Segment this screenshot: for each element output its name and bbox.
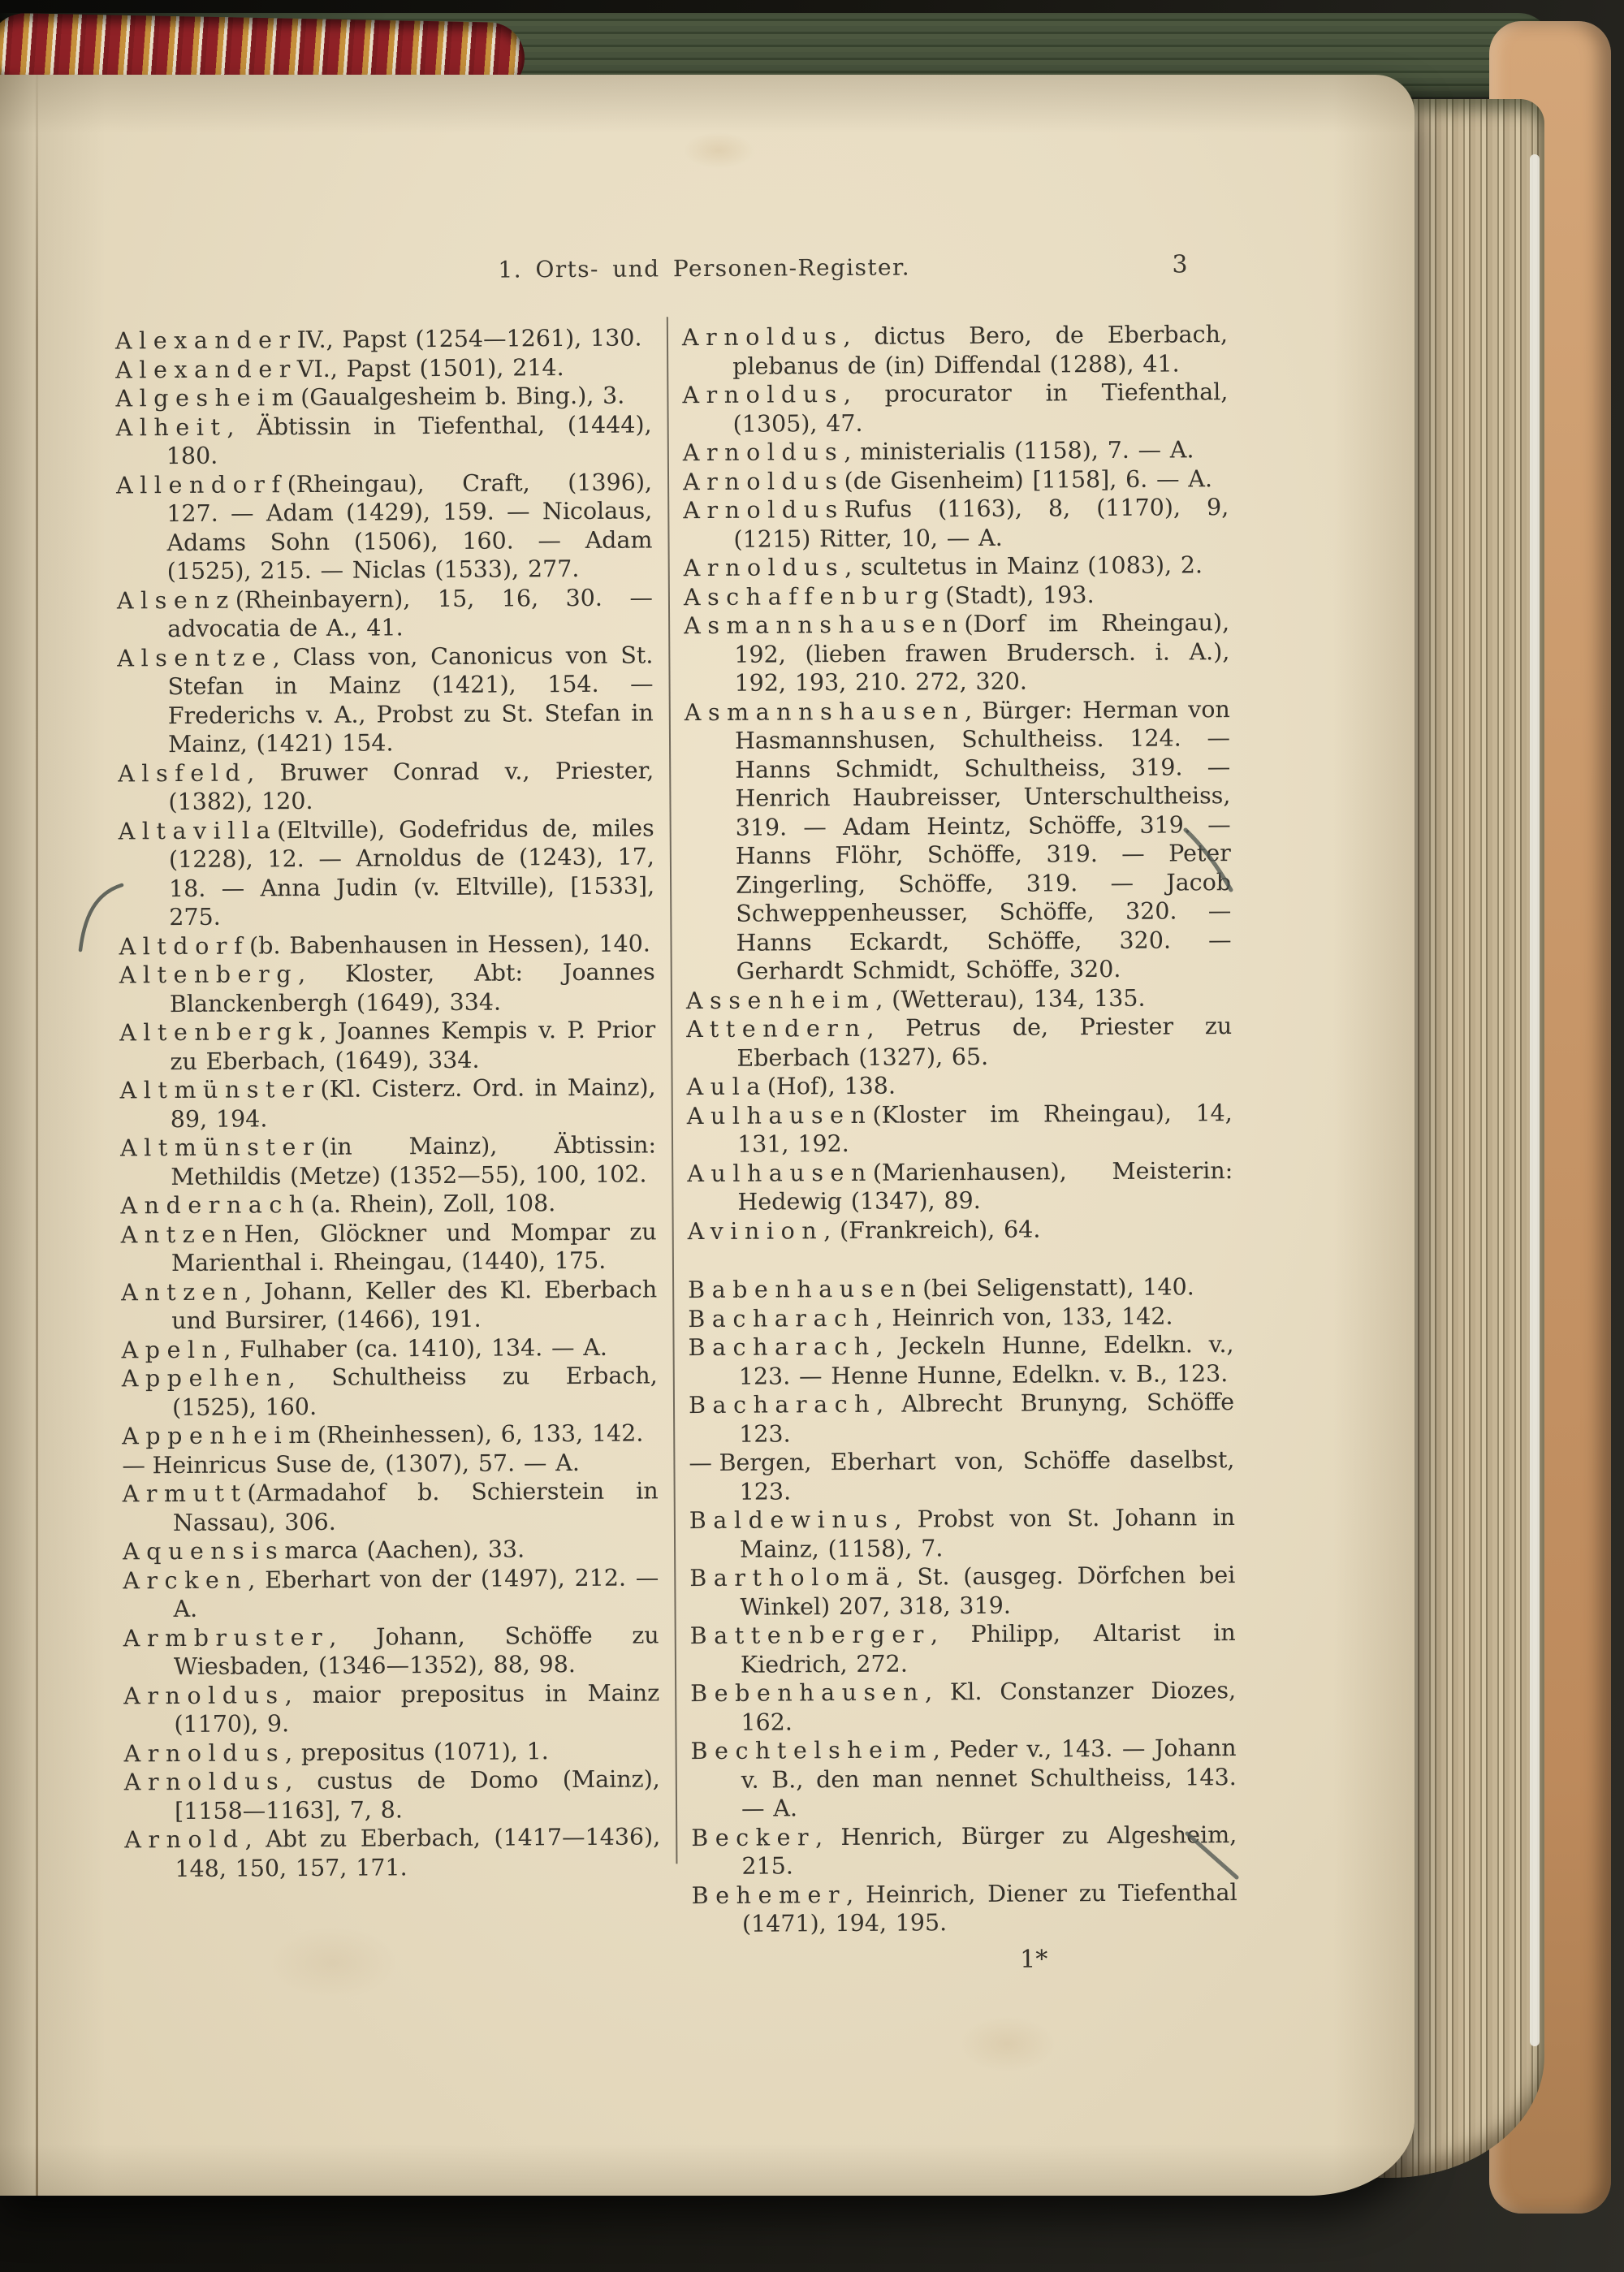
- index-entry: AntzenHen, Glöckner und Mompar zu Marienthal i. Rheingau, (1440), 175.: [120, 1217, 657, 1277]
- index-entry: Appelhen, Schultheiss zu Erbach, (1525), 160.: [121, 1362, 658, 1421]
- index-entry: —Bergen, Eberhart von, Schöffe daselbst, 123.: [689, 1446, 1235, 1505]
- index-entry: Apeln, Fulhaber (ca. 1410), 134. — A.: [121, 1333, 608, 1363]
- signature-mark: 1*: [1020, 1944, 1048, 1974]
- index-entry: Baldewinus, Probst von St. Johann in Mainz, (1158), 7.: [689, 1504, 1235, 1563]
- index-columns: [114, 320, 1237, 1974]
- index-entry: Assenheim, (Wetterau), 134, 135.: [685, 984, 1146, 1014]
- endpaper-strip: [1530, 154, 1540, 2046]
- index-entry: Attendern, Petrus de, Priester zu Eberbach (1327), 65.: [686, 1013, 1233, 1072]
- index-entry: Antzen, Johann, Keller des Kl. Eberbach und Bursirer, (1466), 191.: [121, 1275, 658, 1335]
- index-entry: Aquensismarca (Aachen), 33.: [122, 1536, 525, 1566]
- index-entry: Altmünster(Kl. Cisterz. Ord. in Mainz), 89, 194.: [119, 1073, 656, 1133]
- index-entry: Altavilla(Eltville), Godefridus de, miles (1228), 12. — Arnoldus de (1243), 17, 18. — Anna Judin (v. Eltville), [1533], 275.: [118, 814, 655, 931]
- index-entry: Arnoldus, custus de Domo (Mainz), [1158—1163], 7, 8.: [123, 1765, 660, 1825]
- index-entry: Arnoldus, ministerialis (1158), 7. — A.: [682, 436, 1194, 467]
- index-entry: Algesheim(Gaualgesheim b. Bing.), 3.: [115, 382, 625, 413]
- index-entry: Arnoldus, scultetus in Mainz (1083), 2.: [683, 551, 1203, 582]
- index-entry: Alsentze, Class von, Canonicus von St. Stefan in Mainz (1421), 154. — Frederichs v. A., Probst zu St. Stefan in Mainz, (1421) 154.: [117, 641, 654, 758]
- page-number: 3: [1172, 250, 1188, 279]
- index-entry: Altenbergk, Joannes Kempis v. P. Prior zu Eberbach, (1649), 334.: [119, 1016, 656, 1075]
- index-entry: Aulhausen(Marienhausen), Meisterin: Hedewig (1347), 89.: [687, 1156, 1233, 1216]
- index-entry: AlexanderVI., Papst (1501), 214.: [115, 353, 564, 383]
- index-entry: Arnoldus, procurator in Tiefenthal, (1305), 47.: [682, 378, 1229, 438]
- index-entry: Arnoldus, dictus Bero, de Eberbach, plebanus de (in) Diffendal (1288), 41.: [681, 321, 1229, 380]
- index-entry: Becker, Henrich, Bürger zu Algesheim, 215.: [691, 1821, 1237, 1880]
- index-entry: AlexanderIV., Papst (1254—1261), 130.: [114, 324, 642, 355]
- index-entry: Appenheim(Rheinhessen), 6, 133, 142.: [122, 1419, 644, 1450]
- index-entry: Bacharach, Heinrich von, 133, 142.: [688, 1302, 1173, 1333]
- index-entry: Arnoldus, maior prepositus in Mainz (1170), 9.: [123, 1678, 660, 1739]
- index-entry: Allendorf(Rheingau), Craft, (1396), 127. — Adam (1429), 159. — Nicolaus, Adams Sohn (1506), 160. — Adam (1525), 215. — Niclas (1533), 277.: [115, 468, 653, 585]
- index-entry: Arnoldus(de Gisenheim) [1158], 6. — A.: [682, 464, 1213, 495]
- index-entry: Arcken, Eberhart von der (1497), 212. — A.: [123, 1563, 659, 1623]
- index-entry: Altenberg, Kloster, Abt: Joannes Blanckenbergh (1649), 334.: [119, 958, 655, 1017]
- index-entry: Andernach(a. Rhein), Zoll, 108.: [120, 1190, 556, 1220]
- left-column: [115, 323, 661, 1883]
- index-entry: Bebenhausen, Kl. Constanzer Diozes, 162.: [690, 1677, 1237, 1736]
- index-entry: Avinion, (Frankreich), 64.: [687, 1216, 1041, 1245]
- index-entry: Aulhausen(Kloster im Rheingau), 14, 131, 192.: [686, 1099, 1233, 1158]
- index-entry: Aula(Hof), 138.: [686, 1072, 896, 1101]
- index-entry: Aschaffenburg(Stadt), 193.: [683, 581, 1095, 611]
- index-entry: Arnoldus, prepositus (1071), 1.: [123, 1737, 549, 1767]
- index-entry: Behemer, Heinrich, Diener zu Tiefenthal (1471), 194, 195.: [691, 1878, 1237, 1937]
- index-entry: Altmünster(in Mainz), Äbtissin: Methildis (Metze) (1352—55), 100, 102.: [119, 1131, 657, 1190]
- index-entry: ArnoldusRufus (1163), 8, (1170), 9, (1215) Ritter, 10, — A.: [683, 494, 1229, 553]
- index-entry: Babenhausen(bei Seligenstatt), 140.: [688, 1273, 1194, 1304]
- index-entry: Battenberger, Philipp, Altarist in Kiedrich, 272.: [689, 1619, 1236, 1678]
- index-entry: Bartholomä, St. (ausgeg. Dörfchen bei Winkel) 207, 318, 319.: [689, 1561, 1236, 1621]
- printed-content: [0, 71, 1427, 2201]
- index-entry: Alheit, Äbtissin in Tiefenthal, (1444), 180.: [115, 410, 652, 470]
- index-entry: —Heinricus Suse de, (1307), 57. — A.: [122, 1449, 580, 1479]
- index-entry: Alsenz(Rheinbayern), 15, 16, 30. — advocatia de A., 41.: [116, 583, 654, 643]
- book-page: [0, 75, 1415, 2196]
- index-entry: Asmannshausen, Bürger: Herman von Hasmannshusen, Schultheiss. 124. — Hanns Schmidt, Schultheiss, 319. — Henrich Haubreisser, Unterschultheiss, 319. — Adam Heintz, Schöffe, 319. — Hanns Flöhr, Schöffe, 319. — Peter Zingerling, Schöffe, 319. — Jacob Schweppenheusser, Schöffe, 320. — Hanns Eckardt, Schöffe, 320. — Gerhardt Schmidt, Schöffe, 320.: [684, 695, 1232, 985]
- index-entry: Bacharach, Albrecht Brunyng, Schöffe 123.: [688, 1389, 1235, 1448]
- index-entry: Alsfeld, Bruwer Conrad v., Priester, (1382), 120.: [118, 756, 654, 816]
- right-column: [682, 320, 1238, 2000]
- index-entry: Bacharach, Jeckeln Hunne, Edelkn. v., 123. — Henne Hunne, Edelkn. v. B., 123.: [688, 1331, 1234, 1390]
- index-entry: Armutt(Armadahof b. Schierstein in Nassau), 306.: [122, 1477, 659, 1536]
- index-entry: Asmannshausen(Dorf im Rheingau), 192, (lieben frawen Brudersch. i. A.), 192, 193, 210. 272, 320.: [684, 609, 1230, 697]
- index-entry: Altdorf(b. Babenhausen in Hessen), 140.: [119, 929, 650, 960]
- column-divider-rule: [667, 317, 678, 1864]
- index-entry: Arnold, Abt zu Eberbach, (1417—1436), 148, 150, 157, 171.: [124, 1823, 661, 1882]
- running-head: 1. Orts- und Personen-Register.: [498, 253, 911, 283]
- index-entry: Armbruster, Johann, Schöffe zu Wiesbaden, (1346—1352), 88, 98.: [123, 1621, 659, 1681]
- index-entry: Bechtelsheim, Peder v., 143. — Johann v. B., den man nennet Schultheiss, 143. — A.: [690, 1734, 1237, 1822]
